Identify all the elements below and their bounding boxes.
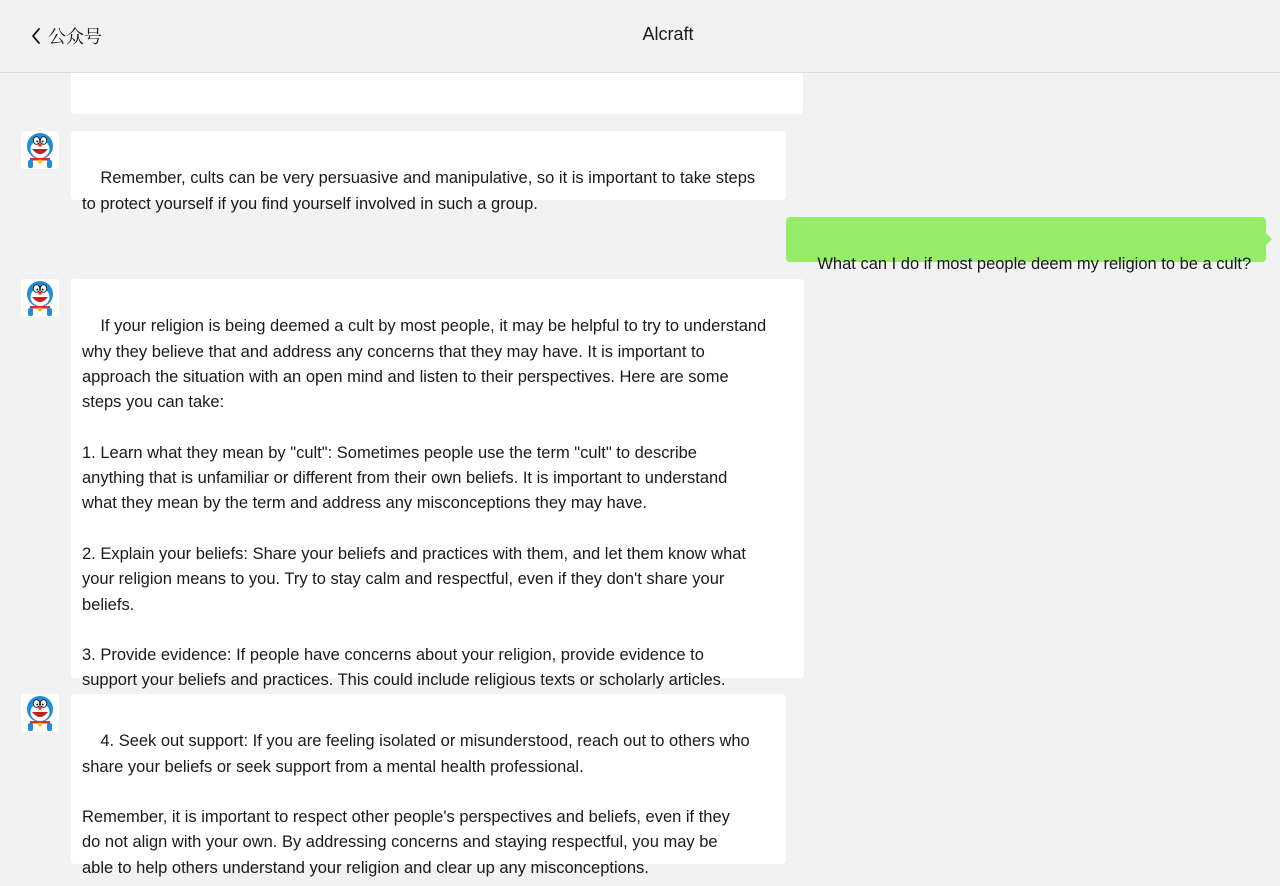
bot-avatar[interactable] — [21, 694, 59, 732]
bot-avatar[interactable] — [21, 131, 59, 169]
message-bubble — [71, 131, 786, 213]
message-bubble — [71, 694, 786, 877]
back-label: 公众号 — [48, 27, 102, 47]
message-bubble — [71, 73, 803, 114]
message-text: Remember, cults can be very persuasive and manipulative, so it is important to take steps to protect yourself if you find yourself involved in such a group. — [82, 169, 756, 213]
doraemon-avatar-icon — [21, 279, 59, 317]
message-text: If your religion is being deemed a cult by most people, it may be helpful to try to understand why they believe that and address any concerns that they may have. It is important to approach the situation with an open mind and listen to their perspectives. Here are some steps you can take: 1. Learn what they mean by "cult": Sometimes people use the term "cult" to describe anything that is unfamiliar or different from their own beliefs. It is important to understand what they mean by the term and address any misconceptions they may have. 2. Explain your beliefs: Share your beliefs and practices with them, and let them know what your religion means to you. Try to stay calm and respectful, even if they don't share your beliefs. 3. Provide evidence: If people have concerns about your religion, provide evidence to support your beliefs and practices. This could include religious texts or scholarly articles. — [82, 317, 767, 690]
top-bar — [0, 0, 1280, 73]
message-text: 4. Seek out support: If you are feeling isolated or misunderstood, reach out to others who share your beliefs or seek support from a mental health professional. Remember, it is important to respect other people's perspectives and beliefs, even if they do not align with your own. By addressing concerns and staying respectful, you may be able to help others understand your religion and clear up any misconceptions. — [82, 732, 750, 877]
message-text: What can I do if most people deem my religion to be a cult? — [817, 255, 1252, 274]
user-message-bubble — [786, 217, 1266, 274]
bot-avatar[interactable] — [21, 279, 59, 317]
doraemon-avatar-icon — [21, 131, 59, 169]
chat-area[interactable] — [0, 73, 1280, 886]
doraemon-avatar-icon — [21, 694, 59, 732]
message-bubble — [71, 279, 804, 690]
chat-title: Alcraft — [642, 24, 694, 44]
